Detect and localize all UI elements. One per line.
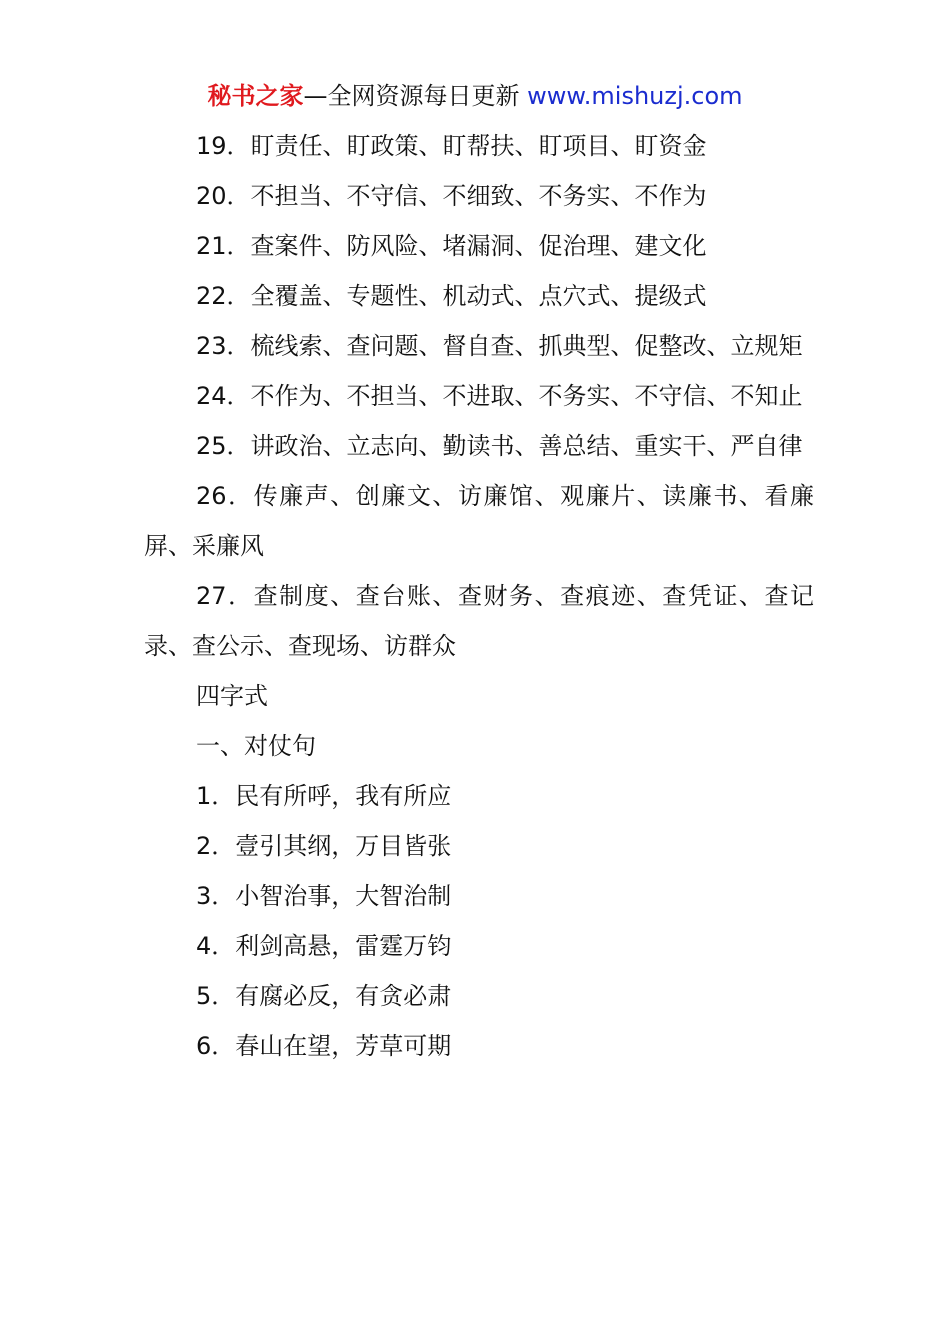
list-item-19: 19．盯责任、盯政策、盯帮扶、盯项目、盯资金: [196, 132, 707, 160]
site-url-link[interactable]: www.mishuzj.com: [527, 82, 743, 110]
section-heading: 四字式: [196, 682, 268, 710]
list-item-20: 20．不担当、不守信、不细致、不务实、不作为: [196, 182, 707, 210]
phrase-item-6: 6．春山在望，芳草可期: [196, 1032, 452, 1060]
phrase-item-5: 5．有腐必反，有贪必肃: [196, 982, 452, 1010]
phrase-item-2: 2．壹引其纲，万目皆张: [196, 832, 452, 860]
list-item-22: 22．全覆盖、专题性、机动式、点穴式、提级式: [196, 282, 707, 310]
list-item-26: 26．传廉声、创廉文、访廉馆、观廉片、读廉书、看廉屏、采廉风: [144, 482, 814, 560]
subsection-heading: 一、对仗句: [196, 732, 316, 760]
phrase-item-3: 3．小智治事，大智治制: [196, 882, 452, 910]
phrase-item-4: 4．利剑高悬，雷霆万钧: [196, 932, 452, 960]
list-item-23: 23．梳线索、查问题、督自查、抓典型、促整改、立规矩: [196, 332, 803, 360]
phrase-item-1: 1．民有所呼，我有所应: [196, 782, 452, 810]
list-item-27: 27．查制度、查台账、查财务、查痕迹、查凭证、查记录、查公示、查现场、访群众: [144, 582, 814, 660]
list-item-21: 21．查案件、防风险、堵漏洞、促治理、建文化: [196, 232, 707, 260]
document-body: [144, 121, 814, 1071]
page-header: [0, 78, 950, 114]
list-item-25: 25．讲政治、立志向、勤读书、善总结、重实干、严自律: [196, 432, 803, 460]
header-tagline: —全网资源每日更新: [303, 82, 520, 110]
brand-name: 秘书之家: [207, 82, 304, 110]
list-item-24: 24．不作为、不担当、不进取、不务实、不守信、不知止: [196, 382, 803, 410]
